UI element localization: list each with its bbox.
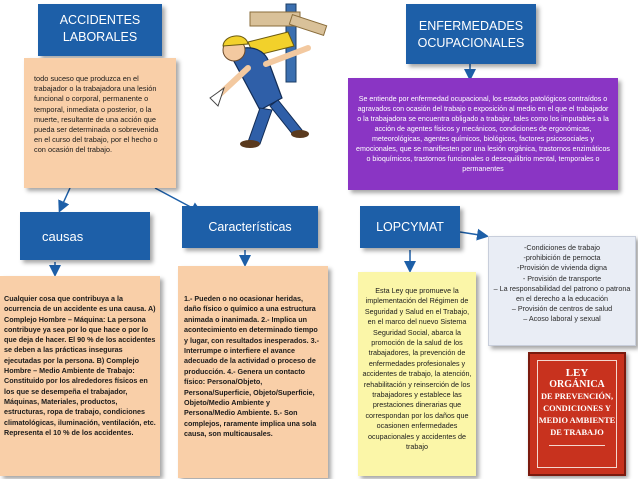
- lopcymat-text-box: [358, 272, 476, 476]
- condiciones-item: – Acoso laboral y sexual: [523, 314, 601, 324]
- condiciones-item: -Provisión de vivienda digna: [517, 263, 607, 273]
- condiciones-item: -Condiciones de trabajo: [524, 243, 600, 252]
- enfermedades-title-line1: ENFERMEDADES: [418, 19, 524, 33]
- accidentes-definition-text: todo suceso que produzca en el trabajador o la trabajadora una lesión funcional o corporal, permanente o temporal, inmediata o posterior, o la muerte, resultante de una acción que pueda ser determinada o sobrevenida en el curso del trabajo, por el hecho o con ocasión del trabajo.: [34, 74, 159, 155]
- line-lopcymat-condiciones: [460, 232, 486, 236]
- lopcymat-title: LOPCYMAT: [376, 220, 444, 234]
- injured-worker-illustration: [190, 2, 340, 152]
- causas-title-box: [20, 212, 150, 260]
- book-line6: DE TRABAJO: [550, 428, 604, 437]
- book-inner-panel: [537, 360, 617, 468]
- condiciones-list-box: [488, 236, 636, 346]
- book-line4: CONDICIONES Y: [543, 404, 611, 413]
- lopcymat-book-cover: [528, 352, 626, 476]
- caracteristicas-text: 1.- Pueden o no ocasionar heridas, daño físico o químico a una estructura animada o inanimada. 2.- Implica un acontecimiento en determinado tiempo y lugar, con resultados inesperados. 3.- Interrumpe o interfiere el avance adecuado de la actividad o proceso de producción. 4.- Genera un contacto físico: Persona/Objeto, Persona/Superficie, Objeto/Superficie, Objeto/Medio Ambiente y Persona/Medio Ambiente. 5.- Son complejos, raramente implica una sola causa, son multicausales.: [184, 294, 320, 439]
- book-line3: DE PREVENCIÓN,: [540, 392, 614, 401]
- lopcymat-text: Esta Ley que promueve la implementación del Régimen de Seguridad y Salud en el Trabajo, en el marco del nuevo Sistema Seguridad Social, abarca la promoción de la salud de los trabajadores, la prevención de enfermedades profesionales y accidentes de trabajo, la atención, rehabilitación y reinserción de los trabajadores y establece las prestaciones dinerarias que correspondan por los daños que ocasionen enfermedades ocupacionales y accidentes de trabajo: [362, 286, 472, 452]
- enfermedades-definition-text: Se entiende por enfermedad ocupacional, los estados patológicos contraídos o agravados con ocasión del trabajo o exposición al medio en el que el trabajador o la trabajadora se encuentra obligado a trabajar, tales como los imputables a la acción de agentes físicos y mecánicos, condiciones de ergonómicas, meteorológicas, agentes químicos, biológicos, factores psicosociales y emocionales, que se manifiesten por una lesión orgánica, trastornos enzimáticos o bioquímicos, trastornos funcionales o desequilibrio mental, temporales o permanentes: [356, 95, 610, 173]
- book-divider: [549, 445, 605, 446]
- lopcymat-title-box: [360, 206, 460, 248]
- condiciones-item: – La responsabilidad del patrono o patrona en el derecho a la educación: [493, 283, 631, 304]
- book-line1: LEY: [565, 367, 589, 379]
- causas-text-box: [0, 276, 160, 476]
- caracteristicas-title-box: [182, 206, 318, 248]
- enfermedades-definition-box: [348, 78, 618, 190]
- causas-title: causas: [42, 229, 84, 244]
- accidentes-title-line1: ACCIDENTES: [59, 13, 141, 27]
- enfermedades-title-box: [406, 4, 536, 64]
- condiciones-item: – Provisión de centros de salud: [511, 304, 613, 314]
- enfermedades-title-line2: OCUPACIONALES: [417, 36, 525, 50]
- condiciones-item: -prohibición de pernocta: [523, 253, 601, 263]
- line-accidentes-causas: [60, 188, 70, 210]
- condiciones-item: - Provisión de transporte: [522, 273, 602, 283]
- accidentes-title-line2: LABORALES: [62, 30, 138, 44]
- book-line5: MEDIO AMBIENTE: [538, 416, 616, 425]
- caracteristicas-title: Características: [208, 220, 292, 234]
- caracteristicas-text-box: [178, 266, 328, 478]
- accidentes-title-box: [38, 4, 162, 56]
- book-line2: ORGÁNICA: [549, 379, 605, 390]
- causas-text: Cualquier cosa que contribuya a la ocurrencia de un accidente es una causa. A) Complejo Hombre – Máquina: La persona contribuye ya sea por lo que hace o por lo que deja de hacer. El 90 % de los accidentes se deben a las prácticas inseguras ejecutadas por la persona. B) Complejo Hombre – Medio Ambiente de Trabajo: Constituido por los alrededores físicos en los que se desempeña el trabajador, Máquinas, Materiales, productos, estructuras, ropa de trabajo, condiciones climatológicas, iluminación, ventilación, etc. Representa el 10 % de los accidentes.: [4, 294, 156, 437]
- accidentes-definition-box: [24, 58, 176, 188]
